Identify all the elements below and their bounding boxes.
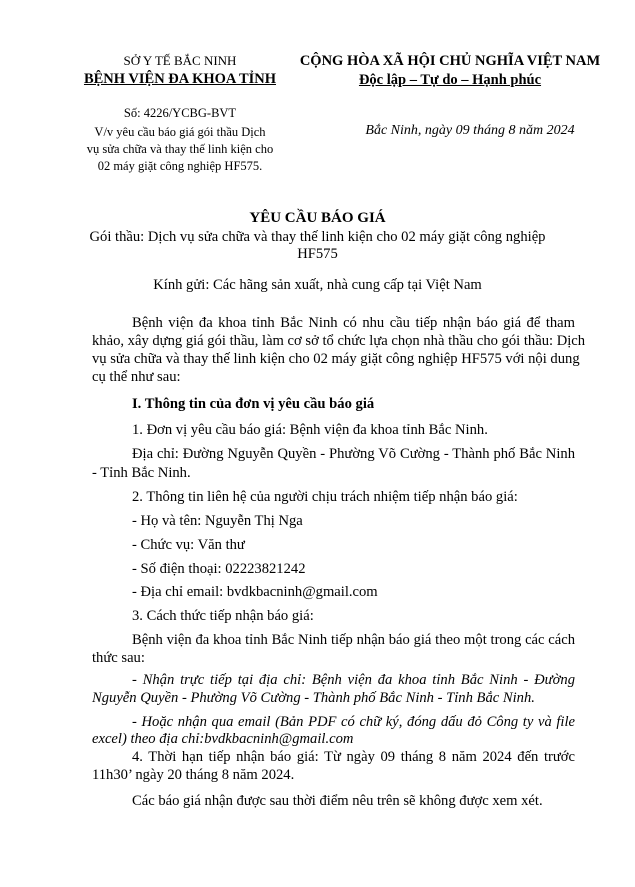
item-3: 3. Cách thức tiếp nhận báo giá: bbox=[132, 608, 314, 624]
subject-line-2: vụ sửa chữa và thay thế linh kiện cho bbox=[86, 142, 274, 156]
agency-name: SỞ Y TẾ BẮC NINH bbox=[123, 53, 237, 68]
subject-line-3: 02 máy giặt công nghiệp HF575. bbox=[97, 159, 263, 173]
item-4-line-2: 11h30’ ngày 20 tháng 8 năm 2024. bbox=[92, 767, 295, 783]
document-title: YÊU CẦU BÁO GIÁ bbox=[249, 210, 386, 226]
package-line-2: HF575 bbox=[297, 246, 338, 262]
document-number: Số: 4226/YCBG-BVT bbox=[123, 106, 237, 120]
intro-line-3: vụ sửa chữa và thay thế linh kiện cho 02 máy giặt công nghiệp HF575 với nội dung bbox=[92, 351, 580, 367]
contact-phone: - Số điện thoại: 02223821242 bbox=[132, 561, 306, 577]
item-2: 2. Thông tin liên hệ của người chịu trách nhiệm tiếp nhận báo giá: bbox=[132, 489, 518, 505]
section-1-heading: I. Thông tin của đơn vị yêu cầu báo giá bbox=[132, 396, 375, 412]
place-date: Bắc Ninh, ngày 09 tháng 8 năm 2024 bbox=[365, 123, 575, 138]
motto bbox=[290, 71, 610, 89]
email-line-2: excel) theo địa chỉ:bvdkbacninh@gmail.com bbox=[92, 731, 354, 747]
package-line-1: Gói thầu: Dịch vụ sửa chữa và thay thế linh kiện cho 02 máy giặt công nghiệp bbox=[89, 229, 546, 245]
late-note: Các báo giá nhận được sau thời điểm nêu trên sẽ không được xem xét. bbox=[132, 793, 543, 809]
direct-line-1: - Nhận trực tiếp tại địa chỉ: Bệnh viện đa khoa tỉnh Bắc Ninh - Đường bbox=[132, 672, 575, 688]
intro-line-2: khảo, xây dựng giá gói thầu, làm cơ sở tổ chức lựa chọn nhà thầu cho gói thầu: Dịch bbox=[92, 333, 586, 349]
item-4-line-1: 4. Thời hạn tiếp nhận báo giá: Từ ngày 09 tháng 8 năm 2024 đến trước bbox=[132, 749, 575, 765]
address-line-2: - Tỉnh Bắc Ninh. bbox=[92, 465, 191, 481]
receive-intro-line-1: Bệnh viện đa khoa tỉnh Bắc Ninh tiếp nhận báo giá theo một trong các cách bbox=[132, 632, 575, 648]
intro-line-1: Bệnh viện đa khoa tỉnh Bắc Ninh có nhu cầu tiếp nhận báo giá để tham bbox=[132, 315, 575, 331]
country-name: CỘNG HÒA XÃ HỘI CHỦ NGHĨA VIỆT NAM bbox=[299, 53, 601, 69]
contact-position: - Chức vụ: Văn thư bbox=[132, 537, 245, 553]
subject-line-1: V/v yêu cầu báo giá gói thầu Dịch bbox=[94, 125, 266, 139]
address-line-1: Địa chỉ: Đường Nguyễn Quyền - Phường Võ Cường - Thành phố Bắc Ninh bbox=[132, 446, 575, 462]
direct-line-2: Nguyễn Quyền - Phường Võ Cường - Thành phố Bắc Ninh - Tỉnh Bắc Ninh. bbox=[92, 690, 535, 706]
recipient: Kính gửi: Các hãng sản xuất, nhà cung cấp tại Việt Nam bbox=[153, 277, 482, 293]
item-1: 1. Đơn vị yêu cầu báo giá: Bệnh viện đa khoa tỉnh Bắc Ninh. bbox=[132, 422, 488, 438]
contact-email: - Địa chỉ email: bvdkbacninh@gmail.com bbox=[132, 584, 378, 600]
hospital-name: BỆNH VIỆN ĐA KHOA TỈNH bbox=[83, 71, 277, 87]
intro-line-4: cụ thể như sau: bbox=[92, 369, 181, 385]
motto-text: Độc lập – Tự do – Hạnh phúc bbox=[358, 72, 542, 88]
contact-name: - Họ và tên: Nguyễn Thị Nga bbox=[132, 513, 303, 529]
receive-intro-line-2: thức sau: bbox=[92, 650, 145, 666]
email-line-1: - Hoặc nhận qua email (Bản PDF có chữ ký, đóng dấu đỏ Công ty và file bbox=[132, 714, 575, 730]
